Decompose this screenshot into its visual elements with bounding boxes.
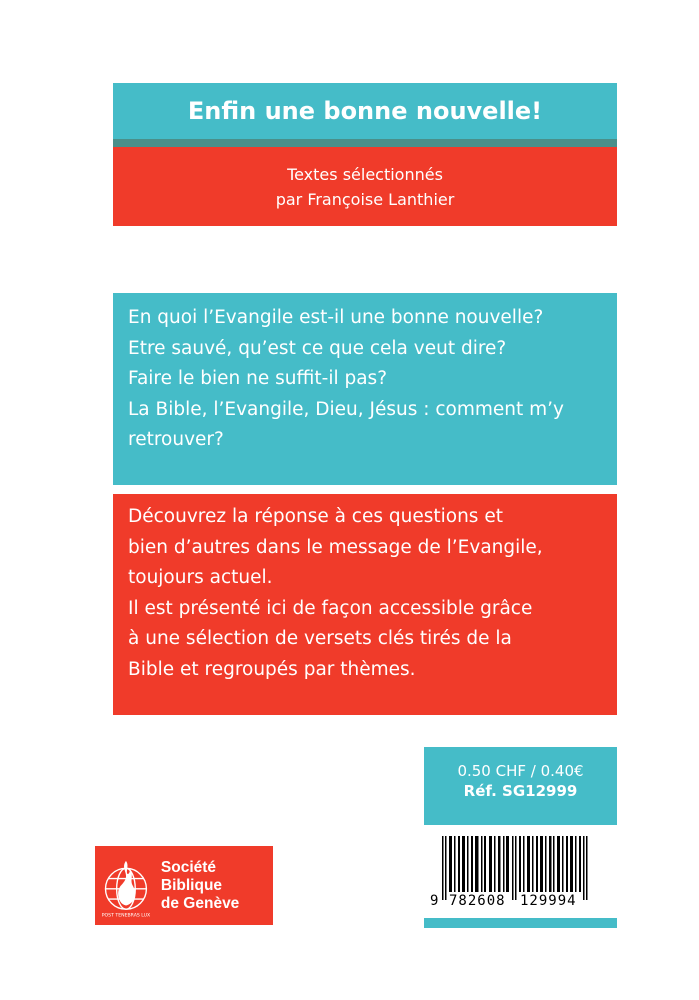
publisher-name bbox=[161, 859, 273, 913]
price-amount: 0.50 CHF / 0.40€ bbox=[457, 762, 584, 780]
divider-stripe bbox=[113, 139, 617, 147]
publisher-logo bbox=[95, 846, 273, 925]
question-line: Faire le bien ne suffit-il pas? bbox=[128, 368, 388, 389]
description-line: à une sélection de versets clés tirés de la bbox=[128, 628, 512, 649]
reference-code: Réf. SG12999 bbox=[463, 782, 578, 800]
barcode-group-1: 782608 bbox=[449, 893, 506, 909]
publisher-name-line-2: de Genève bbox=[160, 894, 240, 912]
barcode-group-2: 129994 bbox=[520, 893, 577, 909]
description-line: toujours actuel. bbox=[128, 567, 273, 588]
description-line: Bible et regroupés par thèmes. bbox=[128, 658, 416, 680]
description-box bbox=[113, 494, 617, 715]
flame-globe-icon bbox=[99, 851, 153, 921]
subtitle-line-2: par Françoise Lanthier bbox=[275, 189, 455, 209]
question-line: retrouver? bbox=[128, 429, 224, 450]
barcode-digits bbox=[424, 893, 617, 913]
description-line: bien d’autres dans le message de l’Evangile, bbox=[128, 536, 543, 558]
barcode-bottom-band bbox=[424, 918, 617, 928]
barcode-first-digit: 9 bbox=[430, 893, 439, 909]
question-line: En quoi l’Evangile est-il une bonne nouvelle? bbox=[128, 307, 544, 328]
price-box bbox=[424, 747, 617, 825]
title-band bbox=[113, 83, 617, 139]
description-line: Découvrez la réponse à ces questions et bbox=[128, 506, 503, 527]
page-title: Enfin une bonne nouvelle! bbox=[187, 97, 543, 125]
publisher-name-line-1: Société Biblique bbox=[160, 858, 223, 894]
description-line: Il est présenté ici de façon accessible grâce bbox=[128, 597, 533, 619]
subtitle-line-1: Textes sélectionnés bbox=[287, 164, 443, 184]
question-line: La Bible, l’Evangile, Dieu, Jésus : comment m’y bbox=[128, 398, 564, 420]
question-line: Etre sauvé, qu’est ce que cela veut dire? bbox=[128, 337, 507, 359]
subtitle-band bbox=[113, 147, 617, 226]
publisher-motto: POST TENEBRAS LUX bbox=[101, 913, 151, 919]
questions-box bbox=[113, 293, 617, 485]
